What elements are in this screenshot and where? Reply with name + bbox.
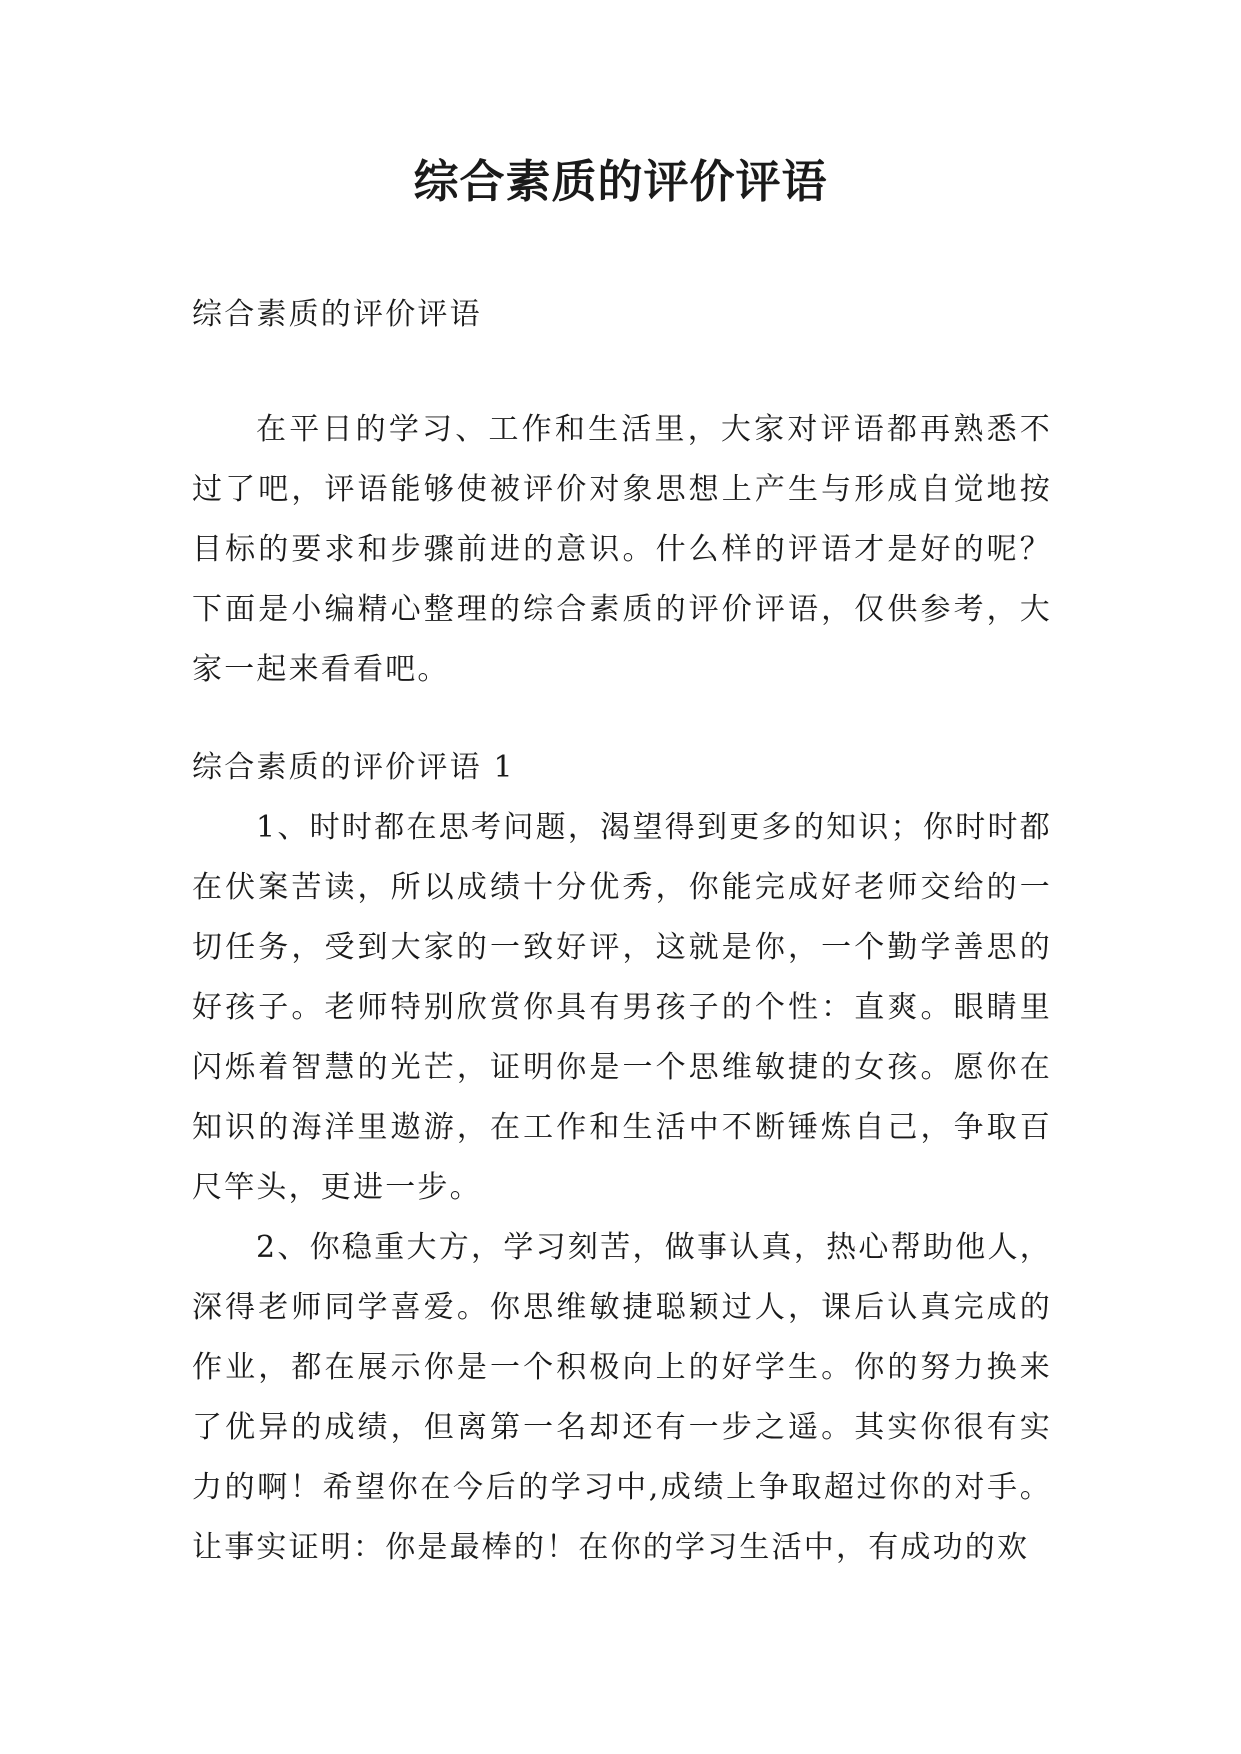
- comment-item-2: 2、你稳重大方，学习刻苦，做事认真，热心帮助他人，深得老师同学喜爱。你思维敏捷聪颖过人，课后认真完成的作业，都在展示你是一个积极向上的好学生。你的努力换来了优异的成绩，但离第一名却还有一步之遥。其实你很有实力的啊！希望你在今后的学习中,成绩上争取超过你的对手。让事实证明：你是最棒的！在你的学习生活中，有成功的欢: [192, 1230, 1052, 1565]
- comment-item-1: 1、时时都在思考问题，渴望得到更多的知识；你时时都在伏案苦读，所以成绩十分优秀，你能完成好老师交给的一切任务，受到大家的一致好评，这就是你，一个勤学善思的好孩子。老师特别欣赏你具有男孩子的个性：直爽。眼睛里闪烁着智慧的光芒，证明你是一个思维敏捷的女孩。愿你在知识的海洋里遨游，在工作和生活中不断锤炼自己，争取百尺竿头，更进一步。: [192, 810, 1052, 1205]
- comment-list: [192, 798, 1052, 1578]
- section-heading: [192, 738, 1052, 798]
- intro-paragraph: 在平日的学习、工作和生活里，大家对评语都再熟悉不过了吧，评语能够使被评价对象思想上产生与形成自觉地按目标的要求和步骤前进的意识。什么样的评语才是好的呢？下面是小编精心整理的综合素质的评价评语，仅供参考，大家一起来看看吧。: [192, 412, 1052, 687]
- intro-section: [192, 400, 1052, 700]
- section-heading-text: 综合素质的评价评语 1: [192, 750, 515, 785]
- subtitle-text: 综合素质的评价评语: [192, 297, 482, 332]
- document-subtitle: [192, 285, 1052, 345]
- document-title: 综合素质的评价评语: [413, 155, 828, 208]
